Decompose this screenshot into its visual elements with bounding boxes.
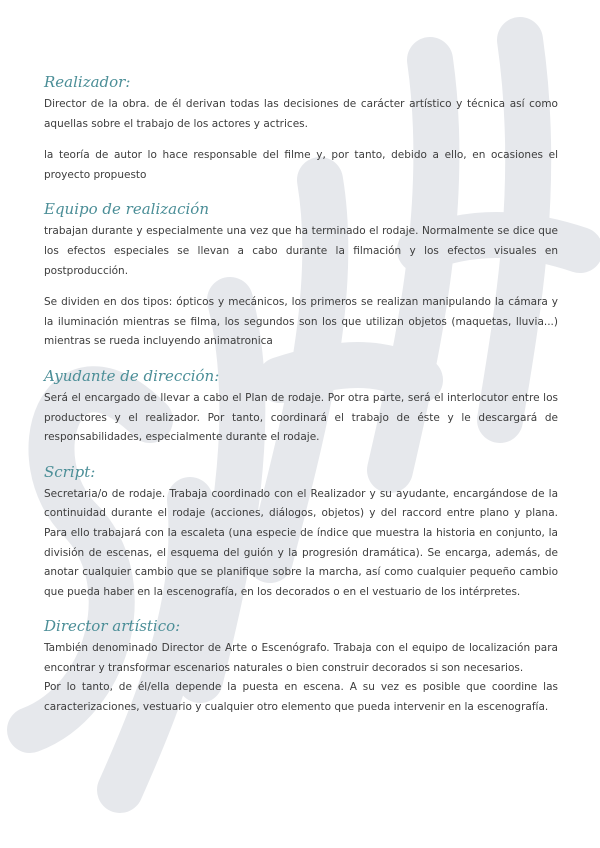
section-heading: Realizador: (44, 73, 131, 91)
section-realizador (44, 72, 558, 185)
section-script (44, 462, 558, 603)
document-page (44, 72, 558, 732)
paragraph: Será el encargado de llevar a cabo el Plan de rodaje. Por otra parte, será el interlocutor entre los productores y el realizador. Por tanto, coordinará el trabajo de éste y le descargará de responsabilidades, especialmente durante el rodaje. (44, 391, 558, 444)
section-director-artistico (44, 616, 558, 717)
section-heading: Equipo de realización (44, 200, 209, 219)
section-heading: Script: (44, 462, 96, 481)
section-heading: Ayudante de dirección: (44, 366, 220, 385)
paragraph: Se dividen en dos tipos: ópticos y mecánicos, los primeros se realizan manipulando la cámara y la iluminación mientras se filma, los segundos son los que utilizan objetos (maquetas, lluvia...) mientras se rueda incluyendo animatronica (44, 296, 558, 348)
paragraph: Director de la obra. de él derivan todas las decisiones de carácter artístico y técnica así como aquellas sobre el trabajo de los actores y actrices. (44, 98, 558, 130)
paragraph: trabajan durante y especialmente una vez que ha terminado el rodaje. Normalmente se dice que los efectos especiales se llevan a cabo durante la filmación y los efectos visuales en postproducción. (44, 225, 558, 277)
paragraph: También denominado Director de Arte o Escenógrafo. Trabaja con el equipo de localización para encontrar y transformar escenarios naturales o bien construir decorados si son necesarios. (44, 642, 558, 674)
section-equipo-de-realizacion (44, 199, 558, 352)
paragraph: Secretaria/o de rodaje. Trabaja coordinado con el Realizador y su ayudante, encargándose de la continuidad durante el rodaje (acciones, diálogos, objetos) y del raccord entre plano y plana. Para ello trabajará con la escaleta (una especie de índice que muestra la historia en conjunto, la división de escenas, el esquema del guión y la progresión dramática). Se encarga, además, de anotar cualquier cambio que se planifique sobre la marcha, así como cualquier pequeño cambio que pueda haber en la escenografía, en los decorados o en el vestuario de los intérpretes. (44, 487, 558, 598)
section-heading: Director artístico: (44, 617, 181, 636)
paragraph: Por lo tanto, de él/ella depende la puesta en escena. A su vez es posible que coordine las caracterizaciones, vestuario y cualquier otro elemento que pueda intervenir en la escenografía. (44, 681, 558, 714)
section-ayudante-de-direccion (44, 366, 558, 448)
paragraph: la teoría de autor lo hace responsable del filme y, por tanto, debido a ello, en ocasiones el proyecto propuesto (44, 149, 558, 181)
